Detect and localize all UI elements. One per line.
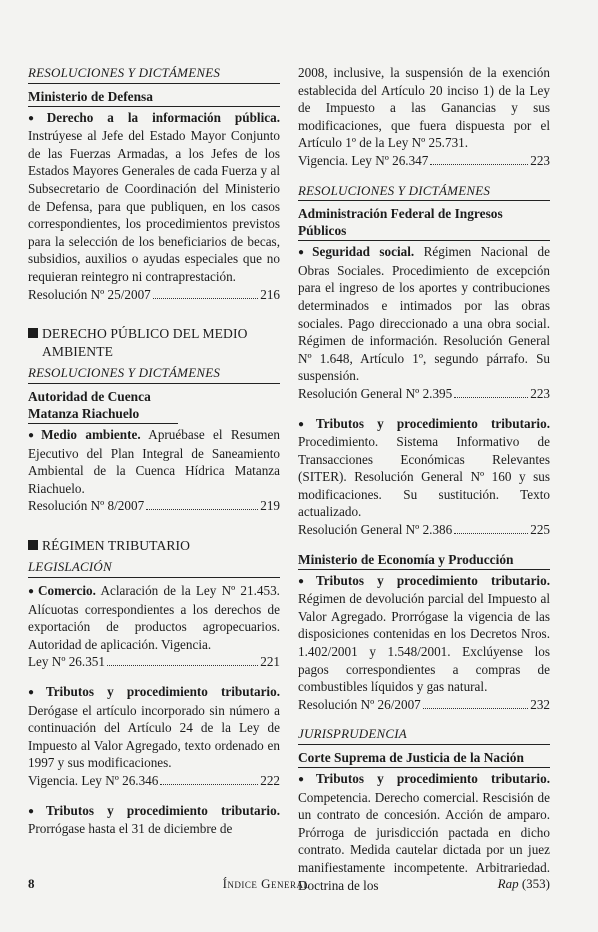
- section-heading: RESOLUCIONES Y DICTÁMENES: [298, 182, 550, 202]
- page-reference: [28, 772, 280, 790]
- entry-text: Apruébase el Resumen Ejecutivo del Plan Integral de Saneamiento Ambiental de la Cuenca Hídrica Matanza Riachuelo.: [28, 426, 280, 496]
- entry-text: Competencia. Derecho comercial. Rescisión de un contrato de concesión. Acción de amparo. Prórroga de jurisdicción pactada en dicho contrato. Medida cautelar dictada por un juez manifiestamente incompetente. Arbitrariedad. Doctrina de los: [298, 789, 550, 893]
- page-number: 223: [530, 152, 550, 168]
- page-reference: [298, 152, 550, 170]
- entry-keyword: Derecho a la información pública.: [46, 109, 280, 125]
- entry-keyword: Tributos y procedimiento tributario.: [45, 802, 280, 818]
- footer-title: Índice General: [222, 876, 310, 891]
- entry-keyword: Comercio.: [37, 583, 96, 599]
- entry-keyword: Tributos y procedimiento tributario.: [315, 771, 550, 786]
- entry-reference: Vigencia. Ley Nº 26.347: [298, 152, 429, 168]
- entry-text: Prorrógase hasta el 31 de diciembre de: [28, 821, 233, 837]
- entry-keyword: Medio ambiente.: [41, 426, 141, 442]
- index-entry: [28, 582, 280, 671]
- page-number: 225: [530, 522, 550, 538]
- page-number: 216: [260, 286, 280, 302]
- page-number: 232: [530, 696, 550, 712]
- index-entry-continued: [298, 64, 550, 170]
- page-reference: [28, 497, 280, 515]
- index-entry: [298, 243, 550, 402]
- page-reference: [298, 521, 550, 539]
- bullet-icon: ●: [298, 247, 311, 259]
- bullet-icon: ●: [28, 586, 36, 598]
- entry-text: Aclaración de la Ley Nº 21.453. Alícuotas correspondientes a los derechos de exportación de productos agropecuarios. Autoridad de aplicación. Vigencia.: [28, 583, 280, 652]
- bullet-icon: ●: [28, 687, 44, 699]
- entry-text: Régimen de devolución parcial del Impuesto al Valor Agregado. Prorrógase la vigencia de las disposiciones contenidas en los Decretos Nros. 1.402/2001 y 1.548/2001. Exclúyense los pagos correspondientes a compras de combustibles líquidos y gas natural.: [298, 591, 550, 695]
- right-column: [298, 64, 550, 894]
- page-reference: [298, 385, 550, 403]
- entry-reference: Vigencia. Ley Nº 26.346: [28, 773, 159, 788]
- organism-heading: Autoridad de Cuenca Matanza Riachuelo: [28, 388, 178, 424]
- entry-text: 2008, inclusive, la suspensión de la exención establecida del Artículo 20 inciso 1) de la Ley de Impuesto a las Ganancias y sus modificaciones, que fuera dispuesta por el Artículo 1º de la Ley Nº 25.731.: [298, 65, 550, 151]
- organism-heading: Ministerio de Defensa: [28, 88, 280, 107]
- entry-keyword: Seguridad social.: [312, 244, 415, 260]
- section-heading: RESOLUCIONES Y DICTÁMENES: [28, 364, 280, 384]
- bullet-icon: ●: [298, 575, 314, 587]
- entry-text: Régimen Nacional de Obras Sociales. Procedimiento de excepción para el ingreso de los aportes y contribuciones determinados e intimados por las obras sociales. Pago direccionado a una obra social. Régimen de información. Resolución General Nº 1.648, Artículo 1º, segundo párrafo. Su suspensión.: [298, 244, 550, 384]
- entry-reference: Resolución Nº 25/2007: [28, 286, 151, 302]
- entry-text: Derógase el artículo incorporado sin número a continuación del Artículo 24 de la Ley de Impuesto al Valor Agregado, texto ordenado en 1997 y sus modificaciones.: [28, 702, 280, 771]
- major-heading: RÉGIMEN TRIBUTARIO: [28, 537, 280, 555]
- entry-text: Instrúyese al Jefe del Estado Mayor Conjunto de las Fuerzas Armadas, a los Jefes de los Estados Mayores Generales de cada Fuerza y al Subsecretario de Coordinación del Ministerio de Defensa, para que publiquen, en los casos correspondientes, los procedimientos previstos para la selección de los beneficiarios de becas, subsidios, auxilios o ayudas especiales que no requieran reintegro ni contraprestación.: [28, 128, 280, 284]
- page-number-footer: 8: [28, 876, 35, 891]
- page-number: 223: [530, 385, 550, 401]
- organism-heading: Corte Suprema de Justicia de la Nación: [298, 749, 550, 768]
- bullet-icon: ●: [28, 429, 40, 441]
- left-column: [28, 64, 280, 838]
- square-icon: [28, 540, 38, 550]
- bullet-icon: ●: [298, 418, 314, 430]
- entry-keyword: Tributos y procedimiento tributario.: [315, 415, 550, 431]
- index-entry: [298, 572, 550, 714]
- entry-reference: Resolución General Nº 2.386: [298, 522, 453, 538]
- index-entry: [28, 109, 280, 304]
- entry-reference: Resolución Nº 8/2007: [28, 498, 145, 514]
- entry-reference: Ley Nº 26.351: [28, 654, 105, 670]
- page-number: 222: [260, 773, 280, 788]
- page-reference: [298, 696, 550, 714]
- major-heading: DERECHO PÚBLICO DEL MEDIO AMBIENTE: [28, 325, 280, 360]
- page-footer: [28, 876, 550, 892]
- index-entry: [28, 426, 280, 515]
- page-reference: [28, 653, 280, 671]
- bullet-icon: ●: [298, 774, 314, 785]
- page-number: 221: [260, 654, 280, 670]
- section-heading: LEGISLACIÓN: [28, 558, 280, 578]
- entry-text: Procedimiento. Sistema Informativo de Transacciones Económicas Relevantes (SITER). Resolución General Nº 160 y sus modificaciones. Su sustitución. Texto actualizado.: [298, 434, 550, 520]
- square-icon: [28, 328, 38, 338]
- entry-keyword: Tributos y procedimiento tributario.: [315, 572, 550, 588]
- footer-publication: Rap (353): [497, 876, 550, 891]
- organism-heading: Administración Federal de Ingresos Públicos: [298, 205, 550, 241]
- entry-reference: Resolución Nº 26/2007: [298, 696, 421, 712]
- page-reference: [28, 286, 280, 304]
- index-entry: [28, 683, 280, 790]
- bullet-icon: ●: [28, 112, 45, 124]
- section-heading: JURISPRUDENCIA: [298, 725, 550, 745]
- section-heading: RESOLUCIONES Y DICTÁMENES: [28, 64, 280, 84]
- bullet-icon: ●: [28, 805, 44, 817]
- entry-reference: Resolución General Nº 2.395: [298, 385, 453, 401]
- index-entry: [298, 415, 550, 539]
- organism-heading: Ministerio de Economía y Producción: [298, 551, 550, 570]
- entry-keyword: Tributos y procedimiento tributario.: [45, 684, 280, 700]
- index-entry: [28, 802, 280, 838]
- page-number: 219: [260, 498, 280, 514]
